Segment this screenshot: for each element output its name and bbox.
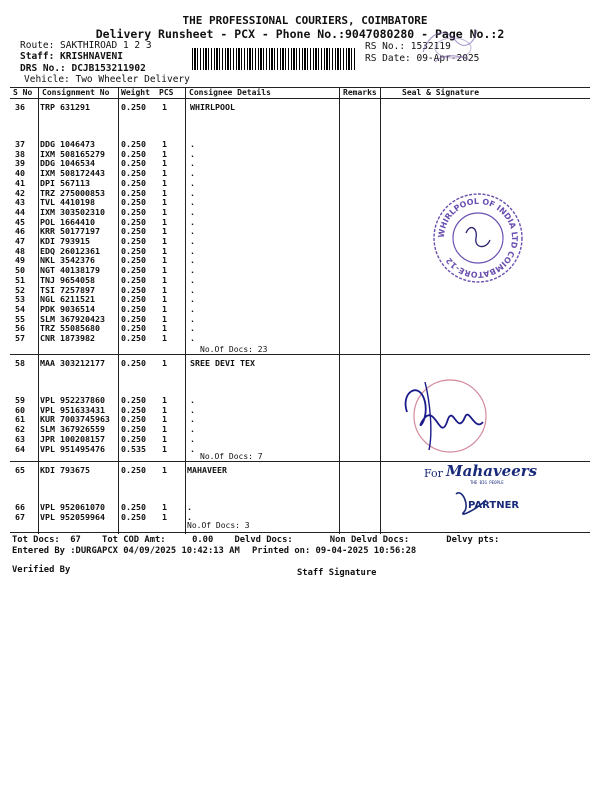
table-row-sno: 56 <box>15 323 25 334</box>
mahaveer-brand: Mahaveers <box>446 462 538 480</box>
table-row-cons: KDI 793675 <box>40 465 90 475</box>
table-row-pcs: 1 <box>162 226 167 237</box>
table-row-cons: PDK 9036514 <box>40 303 95 314</box>
table-row-weight: 0.250 <box>121 255 146 266</box>
table-row-weight: 0.250 <box>121 197 146 208</box>
table-row-weight: 0.250 <box>121 177 146 188</box>
table-row-pcs: 1 <box>162 255 167 266</box>
table-row-sno: 65 <box>15 465 25 475</box>
consignee-dot: . <box>190 177 195 188</box>
table-row-cons: TRZ 55085680 <box>40 323 100 334</box>
table-row-weight: 0.250 <box>121 303 146 314</box>
table-row-weight: 0.250 <box>121 323 146 334</box>
table-row-sno: 64 <box>15 443 25 454</box>
table-row-pcs: 1 <box>162 294 167 305</box>
table-row-weight: 0.250 <box>121 414 146 425</box>
consignee-dot: . <box>190 139 195 149</box>
table-row-cons: CNR 1873982 <box>40 333 95 343</box>
table-row-pcs: 1 <box>162 333 167 343</box>
consignee-dot: . <box>190 187 195 198</box>
consignee-dot: . <box>190 294 195 305</box>
table-row-sno: 60 <box>15 404 25 415</box>
sreedevi-signature-stamp <box>395 372 495 456</box>
table-row-pcs: 1 <box>162 395 167 405</box>
table-row-pcs: 1 <box>162 197 167 208</box>
table-row-sno: 50 <box>15 265 25 276</box>
table-row-weight: 0.250 <box>121 216 146 227</box>
docs-count: No.Of Docs: 7 <box>200 452 263 461</box>
mahaveer-partner: PARTNER <box>468 500 520 511</box>
table-row-sno: 55 <box>15 313 25 324</box>
table-row-pcs: 1 <box>162 313 167 324</box>
table-row-pcs: 1 <box>162 206 167 217</box>
table-row-cons: KRR 50177197 <box>40 226 100 237</box>
table-row-cons: KUR 7003745963 <box>40 414 110 425</box>
consignee-name: MAHAVEER <box>187 465 227 475</box>
route-label: Route: SAKTHIROAD 1 2 3 <box>20 40 152 51</box>
table-row-sno: 39 <box>15 158 25 169</box>
table-row-pcs: 1 <box>162 245 167 256</box>
table-row-sno: 47 <box>15 236 25 246</box>
table-row-weight: 0.250 <box>121 313 146 324</box>
consignee-name: WHIRLPOOL <box>190 102 235 112</box>
docs-count: No.Of Docs: 3 <box>187 521 250 530</box>
table-row-weight: 0.250 <box>121 226 146 237</box>
table-row-pcs: 1 <box>162 284 167 295</box>
col-sno: S No <box>13 88 33 97</box>
table-row-sno: 49 <box>15 255 25 266</box>
table-row-cons: SLM 367926559 <box>40 424 105 435</box>
table-row-sno: 44 <box>15 206 25 217</box>
consignee-dot: . <box>190 158 195 169</box>
table-row-cons: DPI 567113 <box>40 177 90 188</box>
table-row-sno: 52 <box>15 284 25 295</box>
col-pcs: PCS <box>159 88 174 97</box>
table-row-pcs: 1 <box>162 139 167 149</box>
consignee-dot: . <box>190 245 195 256</box>
handwritten-mark <box>415 22 485 67</box>
table-row-cons: IXM 303502310 <box>40 206 105 217</box>
table-row-weight: 0.250 <box>121 502 146 512</box>
table-row-cons: NKL 3542376 <box>40 255 95 266</box>
table-row-pcs: 1 <box>162 177 167 188</box>
col-remarks: Remarks <box>343 88 377 97</box>
table-row-pcs: 1 <box>162 358 167 368</box>
consignee-dot: . <box>190 168 195 179</box>
table-row-pcs: 1 <box>162 102 167 112</box>
totals-line: Tot Docs: 67 Tot COD Amt: 0.00 Delvd Docs: Non Delvd Docs: Delvy pts: <box>12 535 500 545</box>
table-row-weight: 0.250 <box>121 294 146 305</box>
table-row-sno: 58 <box>15 358 25 368</box>
consignee-dot: . <box>190 414 195 425</box>
table-row-pcs: 1 <box>162 303 167 314</box>
table-row-weight: 0.250 <box>121 236 146 246</box>
table-row-sno: 46 <box>15 226 25 237</box>
consignee-dot: . <box>190 404 195 415</box>
table-row-cons: VPL 951495476 <box>40 443 105 454</box>
table-row-cons: NGL 6211521 <box>40 294 95 305</box>
table-row-cons: TRZ 275000853 <box>40 187 105 198</box>
table-row-cons: IXM 508165279 <box>40 148 105 159</box>
drs-number: DRS No.: DCJB153211902 <box>20 63 146 74</box>
table-row-sno: 67 <box>15 511 25 522</box>
table-row-pcs: 1 <box>162 148 167 159</box>
table-row-sno: 36 <box>15 102 25 112</box>
table-row-cons: DDG 1046534 <box>40 158 95 169</box>
table-row-cons: POL 1664410 <box>40 216 95 227</box>
consignee-dot: . <box>190 303 195 314</box>
table-row-pcs: 1 <box>162 187 167 198</box>
table-row-sno: 66 <box>15 502 25 512</box>
table-row-cons: KDI 793915 <box>40 236 90 246</box>
table-row-sno: 59 <box>15 395 25 405</box>
svg-text:WHIRLPOOL OF INDIA LTD COIMBAT: WHIRLPOOL OF INDIA LTD COIMBATORE-12 <box>436 196 520 280</box>
consignee-dot: . <box>190 424 195 435</box>
staff-label: Staff: KRISHNAVENI <box>20 51 123 62</box>
mahaveer-for: For <box>424 467 443 480</box>
runsheet-subtitle: Delivery Runsheet - PCX - Phone No.:9047080280 - Page No.:2 <box>95 27 505 41</box>
table-row-cons: EDQ 26012361 <box>40 245 100 256</box>
table-row-sno: 48 <box>15 245 25 256</box>
consignee-name: SREE DEVI TEX <box>190 358 255 368</box>
table-row-weight: 0.250 <box>121 433 146 444</box>
consignee-dot: . <box>187 511 192 522</box>
table-row-pcs: 1 <box>162 404 167 415</box>
table-row-cons: VPL 952061070 <box>40 502 105 512</box>
table-row-pcs: 1 <box>162 168 167 179</box>
consignee-dot: . <box>190 226 195 237</box>
table-row-pcs: 1 <box>162 443 167 454</box>
consignee-dot: . <box>190 148 195 159</box>
table-row-pcs: 1 <box>162 424 167 435</box>
table-row-cons: VPL 952237860 <box>40 395 105 405</box>
table-row-sno: 57 <box>15 333 25 343</box>
table-row-pcs: 1 <box>162 236 167 246</box>
table-row-weight: 0.250 <box>121 168 146 179</box>
table-row-weight: 0.250 <box>121 424 146 435</box>
table-row-pcs: 1 <box>162 216 167 227</box>
table-row-pcs: 1 <box>162 502 167 512</box>
consignee-dot: . <box>190 274 195 285</box>
table-row-sno: 40 <box>15 168 25 179</box>
table-row-weight: 0.250 <box>121 158 146 169</box>
consignee-dot: . <box>190 323 195 334</box>
table-row-sno: 37 <box>15 139 25 149</box>
verified-by: Verified By <box>12 565 71 575</box>
table-row-weight: 0.250 <box>121 284 146 295</box>
vehicle-label: Vehicle: Two Wheeler Delivery <box>24 74 190 85</box>
consignee-dot: . <box>190 443 195 454</box>
consignee-dot: . <box>190 265 195 276</box>
col-weight: Weight <box>121 88 150 97</box>
table-row-pcs: 1 <box>162 433 167 444</box>
table-row-cons: VPL 952059964 <box>40 511 105 522</box>
consignee-dot: . <box>187 502 192 512</box>
table-row-weight: 0.250 <box>121 274 146 285</box>
table-row-cons: TVL 4410198 <box>40 197 95 208</box>
table-row-weight: 0.250 <box>121 148 146 159</box>
consignee-dot: . <box>190 313 195 324</box>
table-row-sno: 62 <box>15 424 25 435</box>
table-row-sno: 63 <box>15 433 25 444</box>
rs-date: RS Date: 09-Apr-2025 <box>365 53 480 64</box>
table-row-cons: TSI 7257897 <box>40 284 95 295</box>
staff-signature: Staff Signature <box>297 568 377 578</box>
consignee-dot: . <box>190 433 195 444</box>
entered-by: Entered By :DURGAPCX 04/09/2025 10:42:13 AM <box>12 546 240 556</box>
table-row-sno: 53 <box>15 294 25 305</box>
barcode <box>192 48 356 70</box>
table-row-pcs: 1 <box>162 323 167 334</box>
table-row-weight: 0.250 <box>121 511 146 522</box>
table-row-pcs: 1 <box>162 511 167 522</box>
table-row-sno: 51 <box>15 274 25 285</box>
printed-on: Printed on: 09-04-2025 10:56:28 <box>252 546 417 556</box>
table-row-cons: NGT 40138179 <box>40 265 100 276</box>
consignee-dot: . <box>190 333 195 343</box>
table-row-pcs: 1 <box>162 274 167 285</box>
consignee-dot: . <box>190 284 195 295</box>
col-consignment: Consignment No <box>42 88 110 97</box>
table-row-cons: VPL 951633431 <box>40 404 105 415</box>
table-row-sno: 61 <box>15 414 25 425</box>
table-row-weight: 0.250 <box>121 102 146 112</box>
table-row-weight: 0.535 <box>121 443 146 454</box>
table-row-sno: 38 <box>15 148 25 159</box>
consignee-dot: . <box>190 236 195 246</box>
table-row-weight: 0.250 <box>121 139 146 149</box>
table-row-weight: 0.250 <box>121 187 146 198</box>
docs-count: No.Of Docs: 23 <box>200 345 268 354</box>
table-row-cons: SLM 367920423 <box>40 313 105 324</box>
company-title: THE PROFESSIONAL COURIERS, COIMBATORE <box>182 14 428 27</box>
table-row-cons: JPR 100208157 <box>40 433 105 444</box>
consignee-dot: . <box>190 395 195 405</box>
consignee-dot: . <box>190 197 195 208</box>
table-row-weight: 0.250 <box>121 333 146 343</box>
table-row-weight: 0.250 <box>121 404 146 415</box>
consignee-dot: . <box>190 216 195 227</box>
table-row-weight: 0.250 <box>121 265 146 276</box>
table-row-pcs: 1 <box>162 265 167 276</box>
table-row-pcs: 1 <box>162 158 167 169</box>
col-seal: Seal & Signature <box>402 88 480 97</box>
table-row-cons: TNJ 9654058 <box>40 274 95 285</box>
table-row-weight: 0.250 <box>121 358 146 368</box>
col-consignee: Consignee Details <box>189 88 271 97</box>
table-row-sno: 43 <box>15 197 25 208</box>
rs-number: RS No.: 1532119 <box>365 41 451 52</box>
table-row-cons: IXM 508172443 <box>40 168 105 179</box>
table-row-cons: MAA 303212177 <box>40 358 105 368</box>
table-row-pcs: 1 <box>162 465 167 475</box>
table-row-weight: 0.250 <box>121 395 146 405</box>
table-row-weight: 0.250 <box>121 245 146 256</box>
table-row-cons: TRP 631291 <box>40 102 90 112</box>
table-row-pcs: 1 <box>162 414 167 425</box>
consignee-dot: . <box>190 255 195 266</box>
table-row-sno: 54 <box>15 303 25 314</box>
table-row-weight: 0.250 <box>121 465 146 475</box>
consignee-dot: . <box>190 206 195 217</box>
table-row-cons: DDG 1046473 <box>40 139 95 149</box>
mahaveer-tag: THE BIG PEOPLE <box>470 480 504 485</box>
table-row-weight: 0.250 <box>121 206 146 217</box>
table-row-sno: 42 <box>15 187 25 198</box>
whirlpool-stamp <box>428 188 528 288</box>
table-row-sno: 45 <box>15 216 25 227</box>
table-row-sno: 41 <box>15 177 25 188</box>
